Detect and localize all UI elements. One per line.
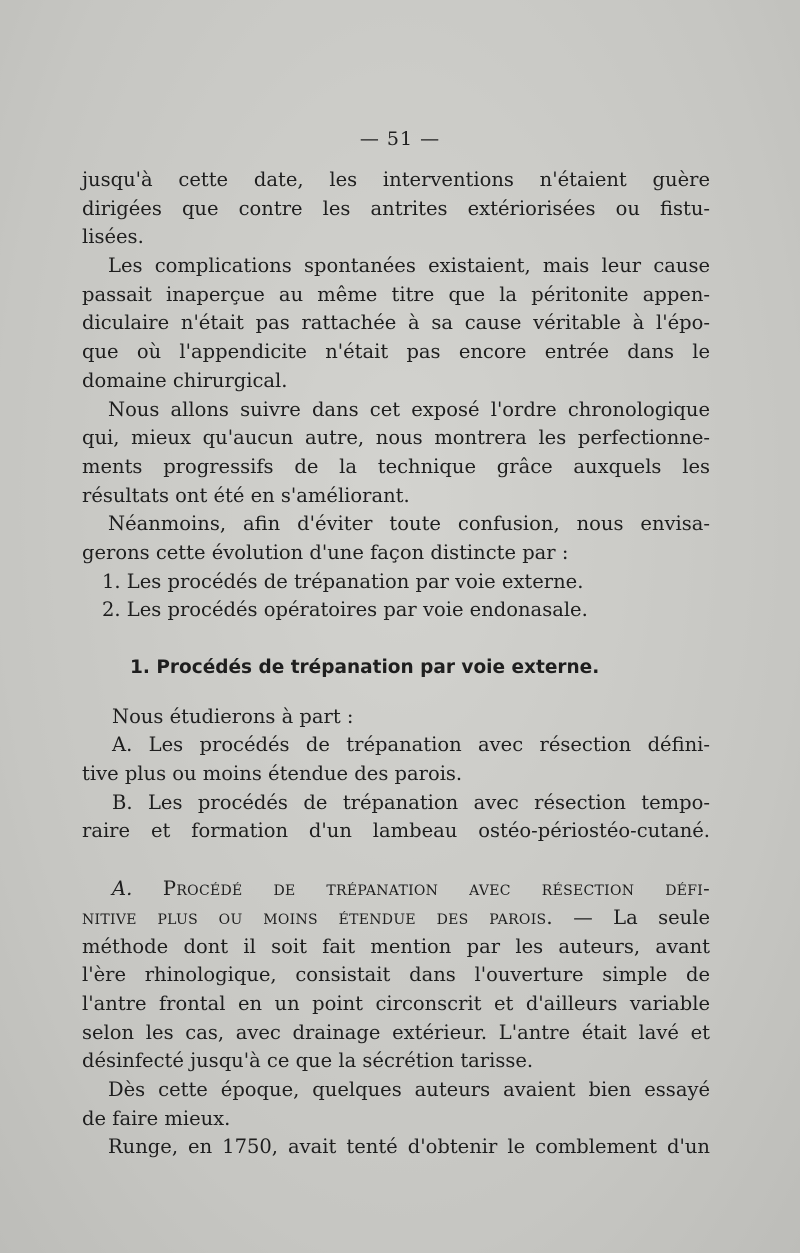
- list-item: 1. Les procédés de trépanation par voie externe.: [102, 569, 584, 593]
- text-line: ments progressifs de la technique grâce auxquels les: [82, 454, 710, 478]
- text-line: qui, mieux qu'aucun autre, nous montrera les perfectionne-: [82, 426, 710, 450]
- text-line: l'antre frontal en un point circonscrit et d'ailleurs variable: [82, 991, 710, 1015]
- text-line: de faire mieux.: [82, 1106, 231, 1130]
- text-line: Les complications spontanées existaient, mais leur cause: [108, 254, 710, 278]
- text-line: A. Les procédés de trépanation avec résection défini-: [112, 733, 710, 757]
- text-line: l'ère rhinologique, consistait dans l'ouverture simple de: [82, 963, 710, 987]
- section-heading: 1. Procédés de trépanation par voie externe.: [130, 657, 600, 678]
- text-line: diculaire n'était pas rattachée à sa cause véritable à l'épo-: [82, 311, 710, 335]
- text-line: selon les cas, avec drainage extérieur. L'antre était lavé et: [82, 1020, 710, 1044]
- page-number: — 51 —: [359, 128, 441, 150]
- text-line: jusqu'à cette date, les interventions n'étaient guère: [82, 168, 710, 191]
- text-line: désinfecté jusqu'à ce que la sécrétion tarisse.: [82, 1049, 534, 1073]
- text-line: lisées.: [82, 225, 144, 249]
- text-line: passait inaperçue au même titre que la péritonite appen-: [82, 282, 710, 306]
- text-line: B. Les procédés de trépanation avec résection tempo-: [112, 790, 710, 814]
- text-line: que où l'appendicite n'était pas encore entrée dans le: [82, 340, 710, 364]
- section-label: A.: [112, 877, 133, 901]
- subsection-title: Procédé de trépanation avec résection défi-: [162, 877, 710, 901]
- text-line: méthode dont il soit fait mention par les auteurs, avant: [82, 934, 710, 958]
- body-text: [82, 166, 710, 1162]
- text-fragment: — La seule: [573, 905, 711, 929]
- text-line: Runge, en 1750, avait tenté d'obtenir le comblement d'un: [108, 1135, 710, 1159]
- text-line: tive plus ou moins étendue des parois.: [82, 762, 463, 786]
- subsection-title-line: [82, 875, 710, 904]
- text-line: domaine chirurgical.: [82, 368, 288, 392]
- text-line: Dès cette époque, quelques auteurs avaient bien essayé: [108, 1077, 710, 1101]
- text-line: dirigées que contre les antrites extériorisées ou fistu-: [82, 196, 710, 220]
- text-line: Néanmoins, afin d'éviter toute confusion, nous envisa-: [108, 512, 710, 536]
- subsection-title-line: [82, 904, 710, 933]
- text-line: gerons cette évolution d'une façon distincte par :: [82, 540, 569, 564]
- text-line: raire et formation d'un lambeau ostéo-périostéo-cutané.: [82, 819, 710, 843]
- text-line: résultats ont été en s'améliorant.: [82, 483, 410, 507]
- text-line: Nous allons suivre dans cet exposé l'ordre chronologique: [108, 397, 710, 421]
- text-line: Nous étudierons à part :: [112, 704, 354, 728]
- subsection-title: nitive plus ou moins étendue des parois.: [82, 905, 553, 929]
- list-item: 2. Les procédés opératoires par voie endonasale.: [102, 598, 588, 622]
